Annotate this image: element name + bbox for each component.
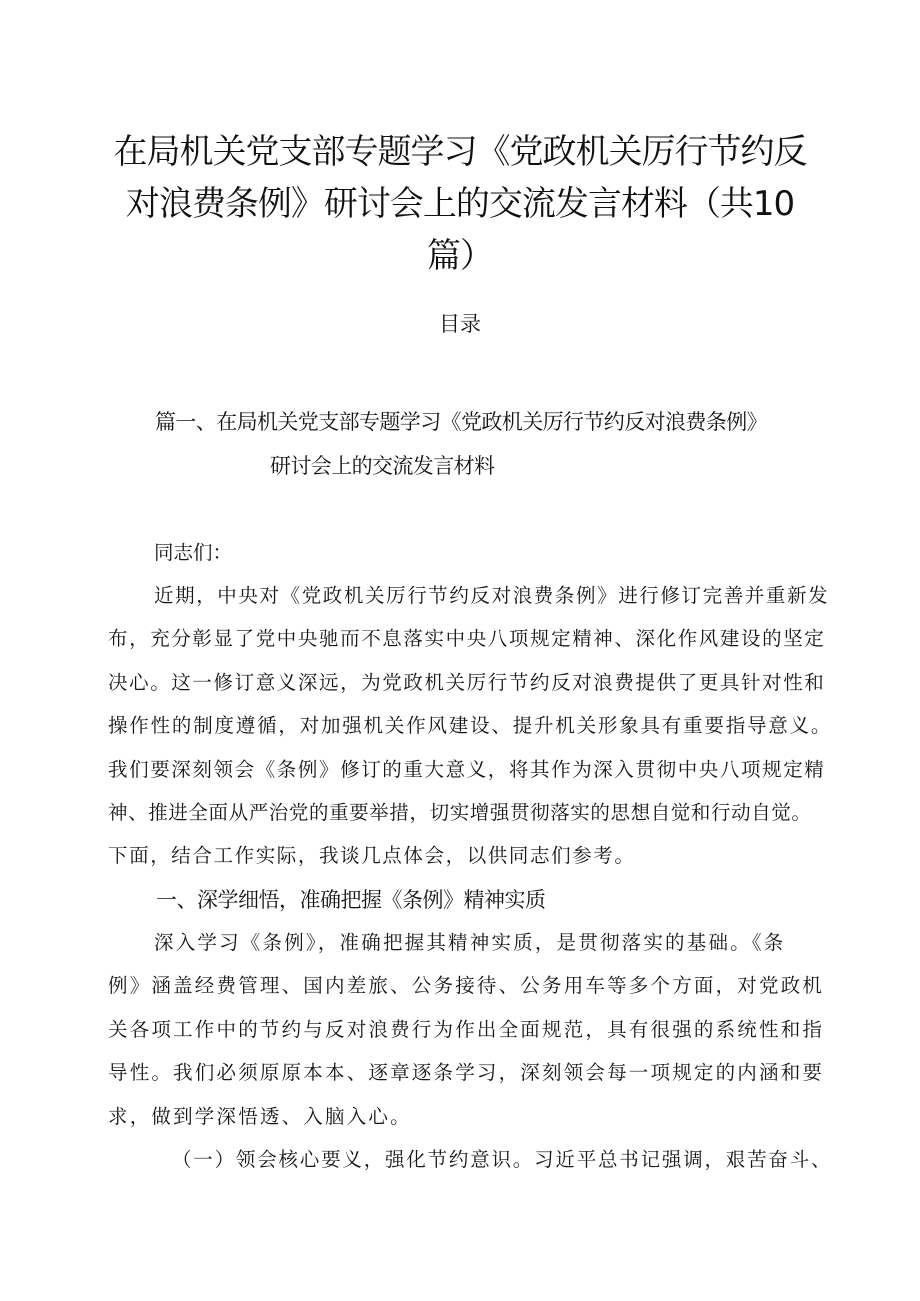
paragraph-line: 深入学习《条例》，准确把握其精神实质，是贯彻落实的基础。《条	[154, 931, 786, 954]
document-title	[110, 126, 810, 282]
toc-entry-line: 篇一、在局机关党支部专题学习《党政机关厉行节约反对浪费条例》	[155, 410, 767, 434]
paragraph-section1	[108, 921, 848, 1138]
paragraph-line: 操作性的制度遵循，对加强机关作风建设、提升机关形象具有重要指导意义。	[108, 714, 833, 738]
greeting	[108, 531, 848, 574]
title-line: 篇）	[427, 236, 493, 276]
paragraph-line: 神、推进全面从严治党的重要举措，切实增强贯彻落实的思想自觉和行动自觉。	[108, 801, 812, 825]
paragraph-subsection	[108, 1138, 848, 1181]
paragraph-line: 导性。我们必须原原本本、逐章逐条学习，深刻领会每一项规定的内涵和要	[108, 1061, 825, 1085]
paragraph-line: 下面，结合工作实际，我谈几点体会，以供同志们参考。	[108, 844, 636, 868]
paragraph-line: 决心。这一修订意义深远，为党政机关厉行节约反对浪费提供了更具针对性和	[108, 670, 826, 694]
section-heading: 一、深学细悟，准确把握《条例》精神实质	[156, 888, 546, 912]
paragraph-line: 布，充分彰显了党中央驰而不息落实中央八项规定精神、深化作风建设的坚定	[108, 627, 826, 651]
paragraph-line: 例》涵盖经费管理、国内差旅、公务接待、公务用车等多个方面，对党政机	[108, 974, 825, 998]
toc-entry-line: 研讨会上的交流发言材料	[270, 454, 495, 478]
toc-heading: 目录	[439, 312, 481, 336]
paragraph-line: 求，做到学深悟透、入脑入心。	[108, 1104, 412, 1128]
paragraph-line: 关各项工作中的节约与反对浪费行为作出全面规范，具有很强的系统性和指	[108, 1017, 825, 1041]
paragraph-line: （一）领会核心要义，强化节约意识。习近平总书记强调，艰苦奋斗、	[172, 1148, 833, 1171]
paragraph-intro	[108, 574, 848, 878]
title-line: 对浪费条例》研讨会上的交流发言材料（共10	[125, 184, 795, 224]
greeting-text: 同志们：	[154, 541, 233, 564]
paragraph-line: 近期，中央对《党政机关厉行节约反对浪费条例》进行修订完善并重新发	[154, 584, 830, 607]
title-line: 在局机关党支部专题学习《党政机关厉行节约反	[113, 132, 807, 172]
toc-entry	[155, 400, 855, 488]
paragraph-line: 我们要深刻领会《条例》修订的重大意义，将其作为深入贯彻中央八项规定精	[108, 757, 826, 781]
